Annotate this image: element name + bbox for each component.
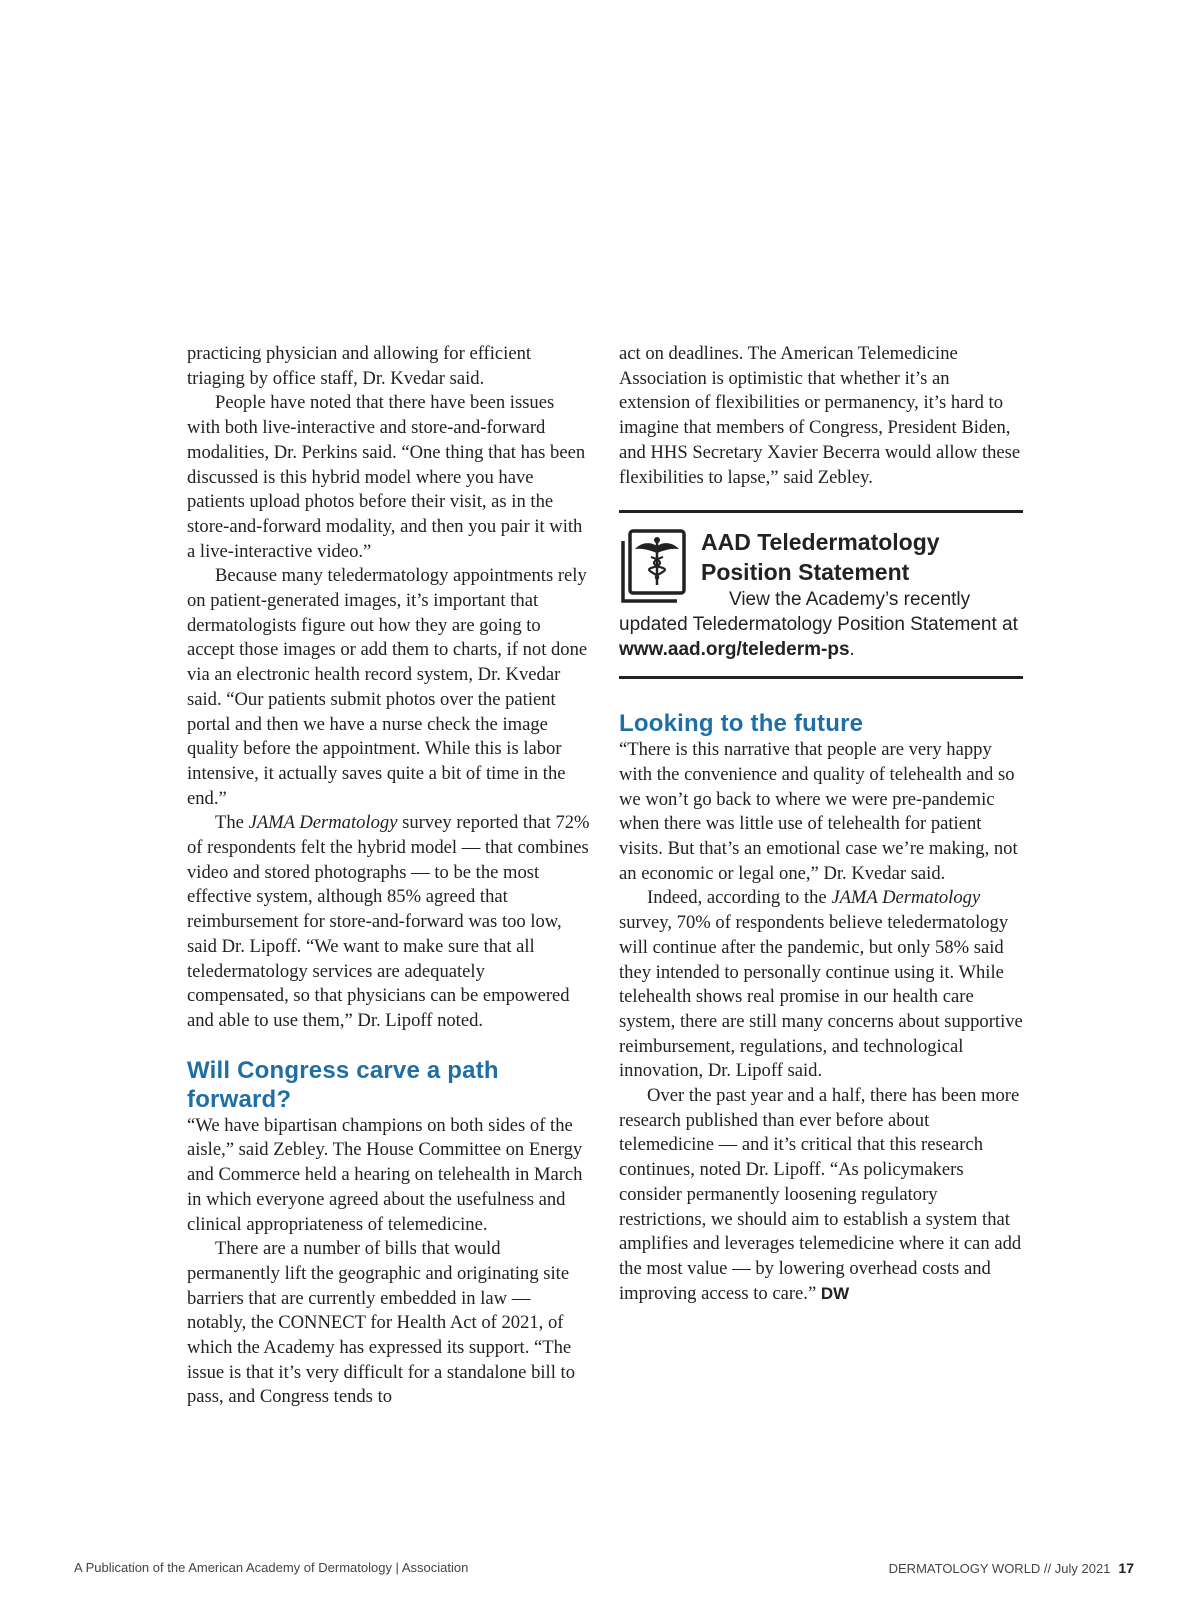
- footer-issue-text: DERMATOLOGY WORLD // July 2021: [888, 1561, 1111, 1576]
- paragraph: practicing physician and allowing for efficient triaging by office staff, Dr. Kvedar said.: [187, 343, 532, 389]
- paragraph: People have noted that there have been issues with both live-interactive and store-and-forward modalities, Dr. Perkins said. “One thing that has been discussed is this hybrid model where you have patients upload photos before their visit, as in the store-and-forward modality, and then you pair it with a live-interactive video.”: [187, 392, 586, 562]
- footer-publication: A Publication of the American Academy of Dermatology | Association: [74, 1560, 469, 1575]
- journal-title: JAMA Dermatology: [831, 887, 981, 909]
- paragraph: [619, 886, 1023, 1084]
- paragraph: [187, 811, 591, 1033]
- footer-issue: [889, 1560, 1134, 1576]
- paragraph: “We have bipartisan champions on both sides of the aisle,” said Zebley. The House Committee on Energy and Commerce held a hearing on telehealth in March in which everyone agreed about the usefulness and clinical appropriateness of telemedicine.: [187, 1114, 583, 1235]
- section-heading-congress: Will Congress carve a path forward?: [187, 1056, 499, 1113]
- text-segment: Indeed, according to the: [647, 887, 832, 909]
- text-segment: survey, 70% of respondents believe teledermatology will continue after the pandemic, but only 58% said they intended to personally continue using it. While telehealth shows real promise in our health care system, there are still many concerns about supportive reimbursement, regulations, and technological innovation, Dr. Lipoff said.: [619, 912, 1023, 1082]
- right-column: [619, 342, 1023, 1306]
- paragraph: [619, 1084, 1023, 1306]
- paragraph: There are a number of bills that would permanently lift the geographic and originating site barriers that are currently embedded in law — notably, the CONNECT for Health Act of 2021, of which the Academy has expressed its support. “The issue is that it’s very difficult for a standalone bill to pass, and Congress tends to: [187, 1238, 575, 1408]
- paragraph: act on deadlines. The American Telemedicine Association is optimistic that whether it’s an extension of flexibilities or permanency, it’s hard to imagine that members of Congress, President Biden, and HHS Secretary Xavier Becerra would allow these flexibilities to lapse,” said Zebley.: [619, 343, 1021, 488]
- journal-title: JAMA Dermatology: [248, 812, 398, 834]
- position-statement-sidebar: [619, 510, 1023, 679]
- left-column: [187, 342, 591, 1410]
- paragraph: “There is this narrative that people are very happy with the convenience and quality of telehealth and so we won’t go back to where we were pre-pandemic when there was little use of telehealth for patient visits. But that’s an emotional case we’re making, not an economic or legal one,” Dr. Kvedar said.: [619, 739, 1018, 884]
- text-segment: The: [215, 812, 249, 834]
- page-number: 17: [1118, 1560, 1134, 1576]
- sidebar-title: AAD Teledermatology Position Statement: [701, 529, 940, 586]
- section-heading-future: Looking to the future: [619, 710, 864, 738]
- position-statement-link[interactable]: www.aad.org/telederm-ps: [619, 639, 850, 661]
- document-caduceus-icon: [619, 529, 689, 603]
- text-segment: Over the past year and a half, there has been more research published than ever before about telemedicine — and it’s critical that this research continues, noted Dr. Lipoff. “As policymakers consider permanently loosening regulatory restrictions, we should aim to establish a system that amplifies and leverages telemedicine where it can add the most value — by lowering overhead costs and improving access to care.”: [619, 1085, 1022, 1304]
- signoff-mark: DW: [820, 1283, 850, 1303]
- text-segment: .: [849, 639, 855, 661]
- text-segment: View the Academy’s recently updated Teledermatology Position Statement at: [619, 589, 1018, 636]
- paragraph: Because many teledermatology appointments rely on patient-generated images, it’s important that dermatologists figure out how they are going to accept those images or add them to charts, if not done via an electronic health record system, Dr. Kvedar said. “Our patients submit photos over the patient portal and then we have a nurse check the image quality before the appointment. While this is labor intensive, it actually saves quite a bit of time in the end.”: [187, 565, 588, 809]
- text-segment: survey reported that 72% of respondents felt the hybrid model — that combines video and stored photographs — to be the most effective system, although 85% agreed that reimbursement for store-and-forward was too low, said Dr. Lipoff. “We want to make sure that all teledermatology services are adequately compensated, so that physicians can be empowered and able to use them,” Dr. Lipoff noted.: [187, 812, 590, 1031]
